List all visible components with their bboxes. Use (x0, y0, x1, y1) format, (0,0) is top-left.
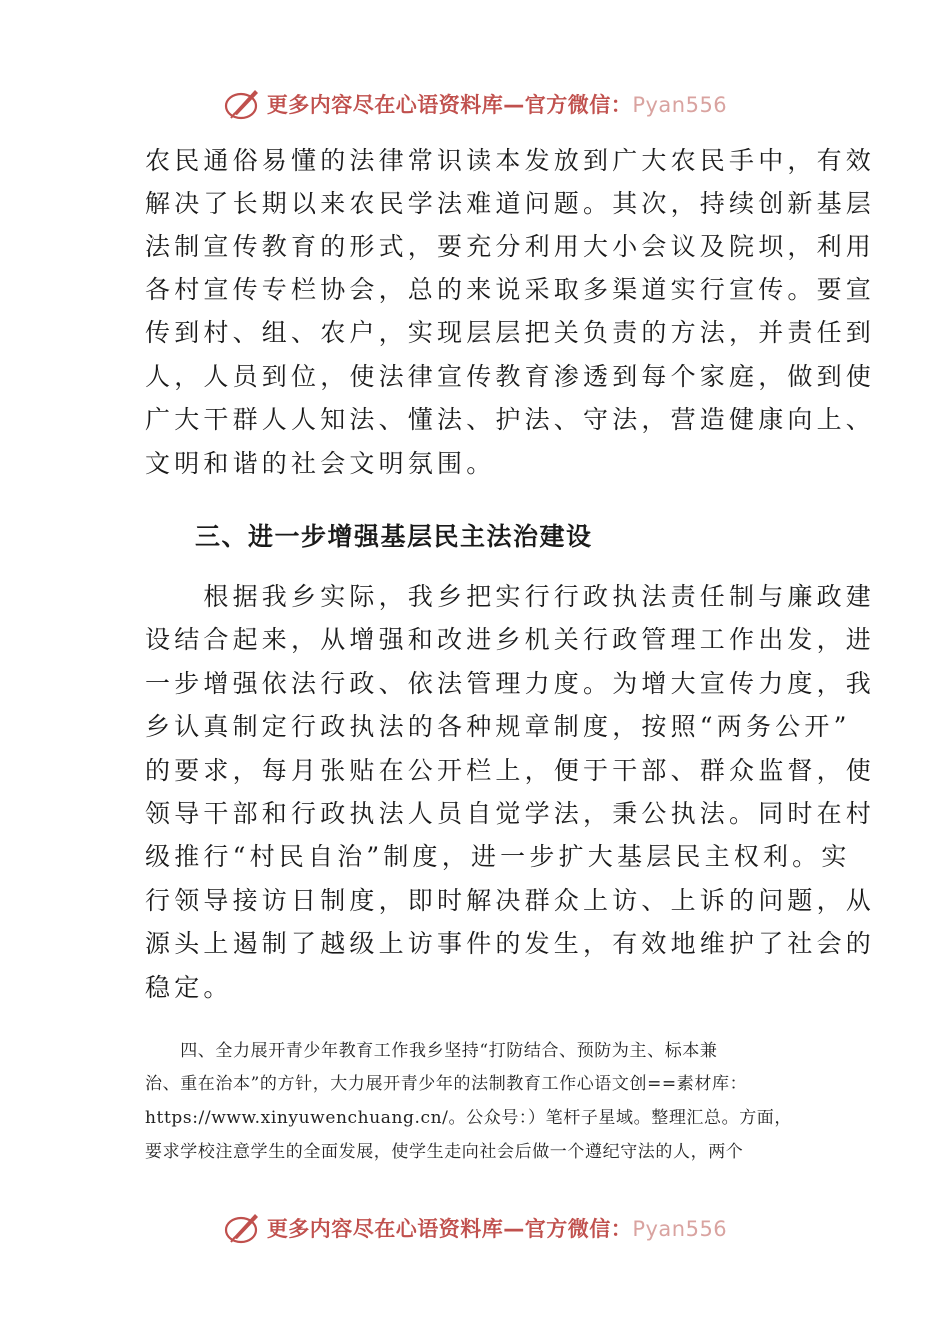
header-wechat-id: Pyan556 (632, 93, 728, 117)
text-line: 源头上遏制了越级上访事件的发生，有效地维护了社会的 (145, 929, 876, 958)
text-line: 人，人员到位，使法律宣传教育渗透到每个家庭，做到使 (145, 362, 876, 391)
text-line: 治、重在治本”的方针，大力展开青少年的法制教育工作心语文创==素材库： (145, 1074, 748, 1094)
text-line: 各村宣传专栏协会，总的来说采取多渠道实行宣传。要宣 (145, 275, 876, 304)
text-line: 要求学校注意学生的全面发展，使学生走向社会后做一个遵纪守法的人，两个 (145, 1142, 744, 1162)
text-line: 稳定。 (145, 973, 233, 1002)
text-line: 根据我乡实际，我乡把实行行政执法责任制与廉政建 (145, 582, 876, 611)
footer-banner-text: 更多内容尽在心语资料库—官方微信：Pyan556 (266, 1217, 728, 1241)
text-line: 领导干部和行政执法人员自觉学法，秉公执法。同时在村 (145, 799, 876, 828)
footer-wechat-id: Pyan556 (632, 1217, 728, 1241)
text-line: 四、全力展开青少年教育工作我乡坚持“打防结合、预防为主、标本兼 (145, 1041, 718, 1061)
quill-logo-icon (223, 84, 263, 124)
text-line: 传到村、组、农户，实现层层把关负责的方法，并责任到 (145, 318, 876, 347)
footer-banner (0, 1208, 950, 1248)
text-line: 农民通俗易懂的法律常识读本发放到广大农民手中，有效 (145, 146, 876, 175)
text-line: 级推行“村民自治”制度，进一步扩大基层民主权利。实 (145, 842, 851, 871)
text-line: 一步增强依法行政、依法管理力度。为增大宣传力度，我 (145, 669, 876, 698)
header-banner (0, 84, 950, 124)
text-line: 广大干群人人知法、懂法、护法、守法，营造健康向上、 (145, 405, 876, 434)
text-line: 解决了长期以来农民学法难道问题。其次，持续创新基层 (145, 189, 876, 218)
section-heading: 三、进一步增强基层民主法治建设 (195, 522, 593, 551)
text-line: 乡认真制定行政执法的各种规章制度，按照“两务公开” (145, 712, 851, 741)
header-banner-text: 更多内容尽在心语资料库—官方微信：Pyan556 (266, 93, 728, 117)
quill-logo-icon (223, 1208, 263, 1248)
text-line: https://www.xinyuwenchuang.cn/。公众号：）笔杆子星域。整理汇总。方面， (145, 1108, 793, 1128)
text-line: 设结合起来，从增强和改进乡机关行政管理工作出发，进 (145, 625, 876, 654)
text-line: 的要求，每月张贴在公开栏上，便于干部、群众监督，使 (145, 756, 876, 785)
text-line: 文明和谐的社会文明氛围。 (145, 449, 496, 478)
text-line: 法制宣传教育的形式，要充分利用大小会议及院坝，利用 (145, 232, 876, 261)
text-line: 行领导接访日制度，即时解决群众上访、上诉的问题，从 (145, 886, 876, 915)
